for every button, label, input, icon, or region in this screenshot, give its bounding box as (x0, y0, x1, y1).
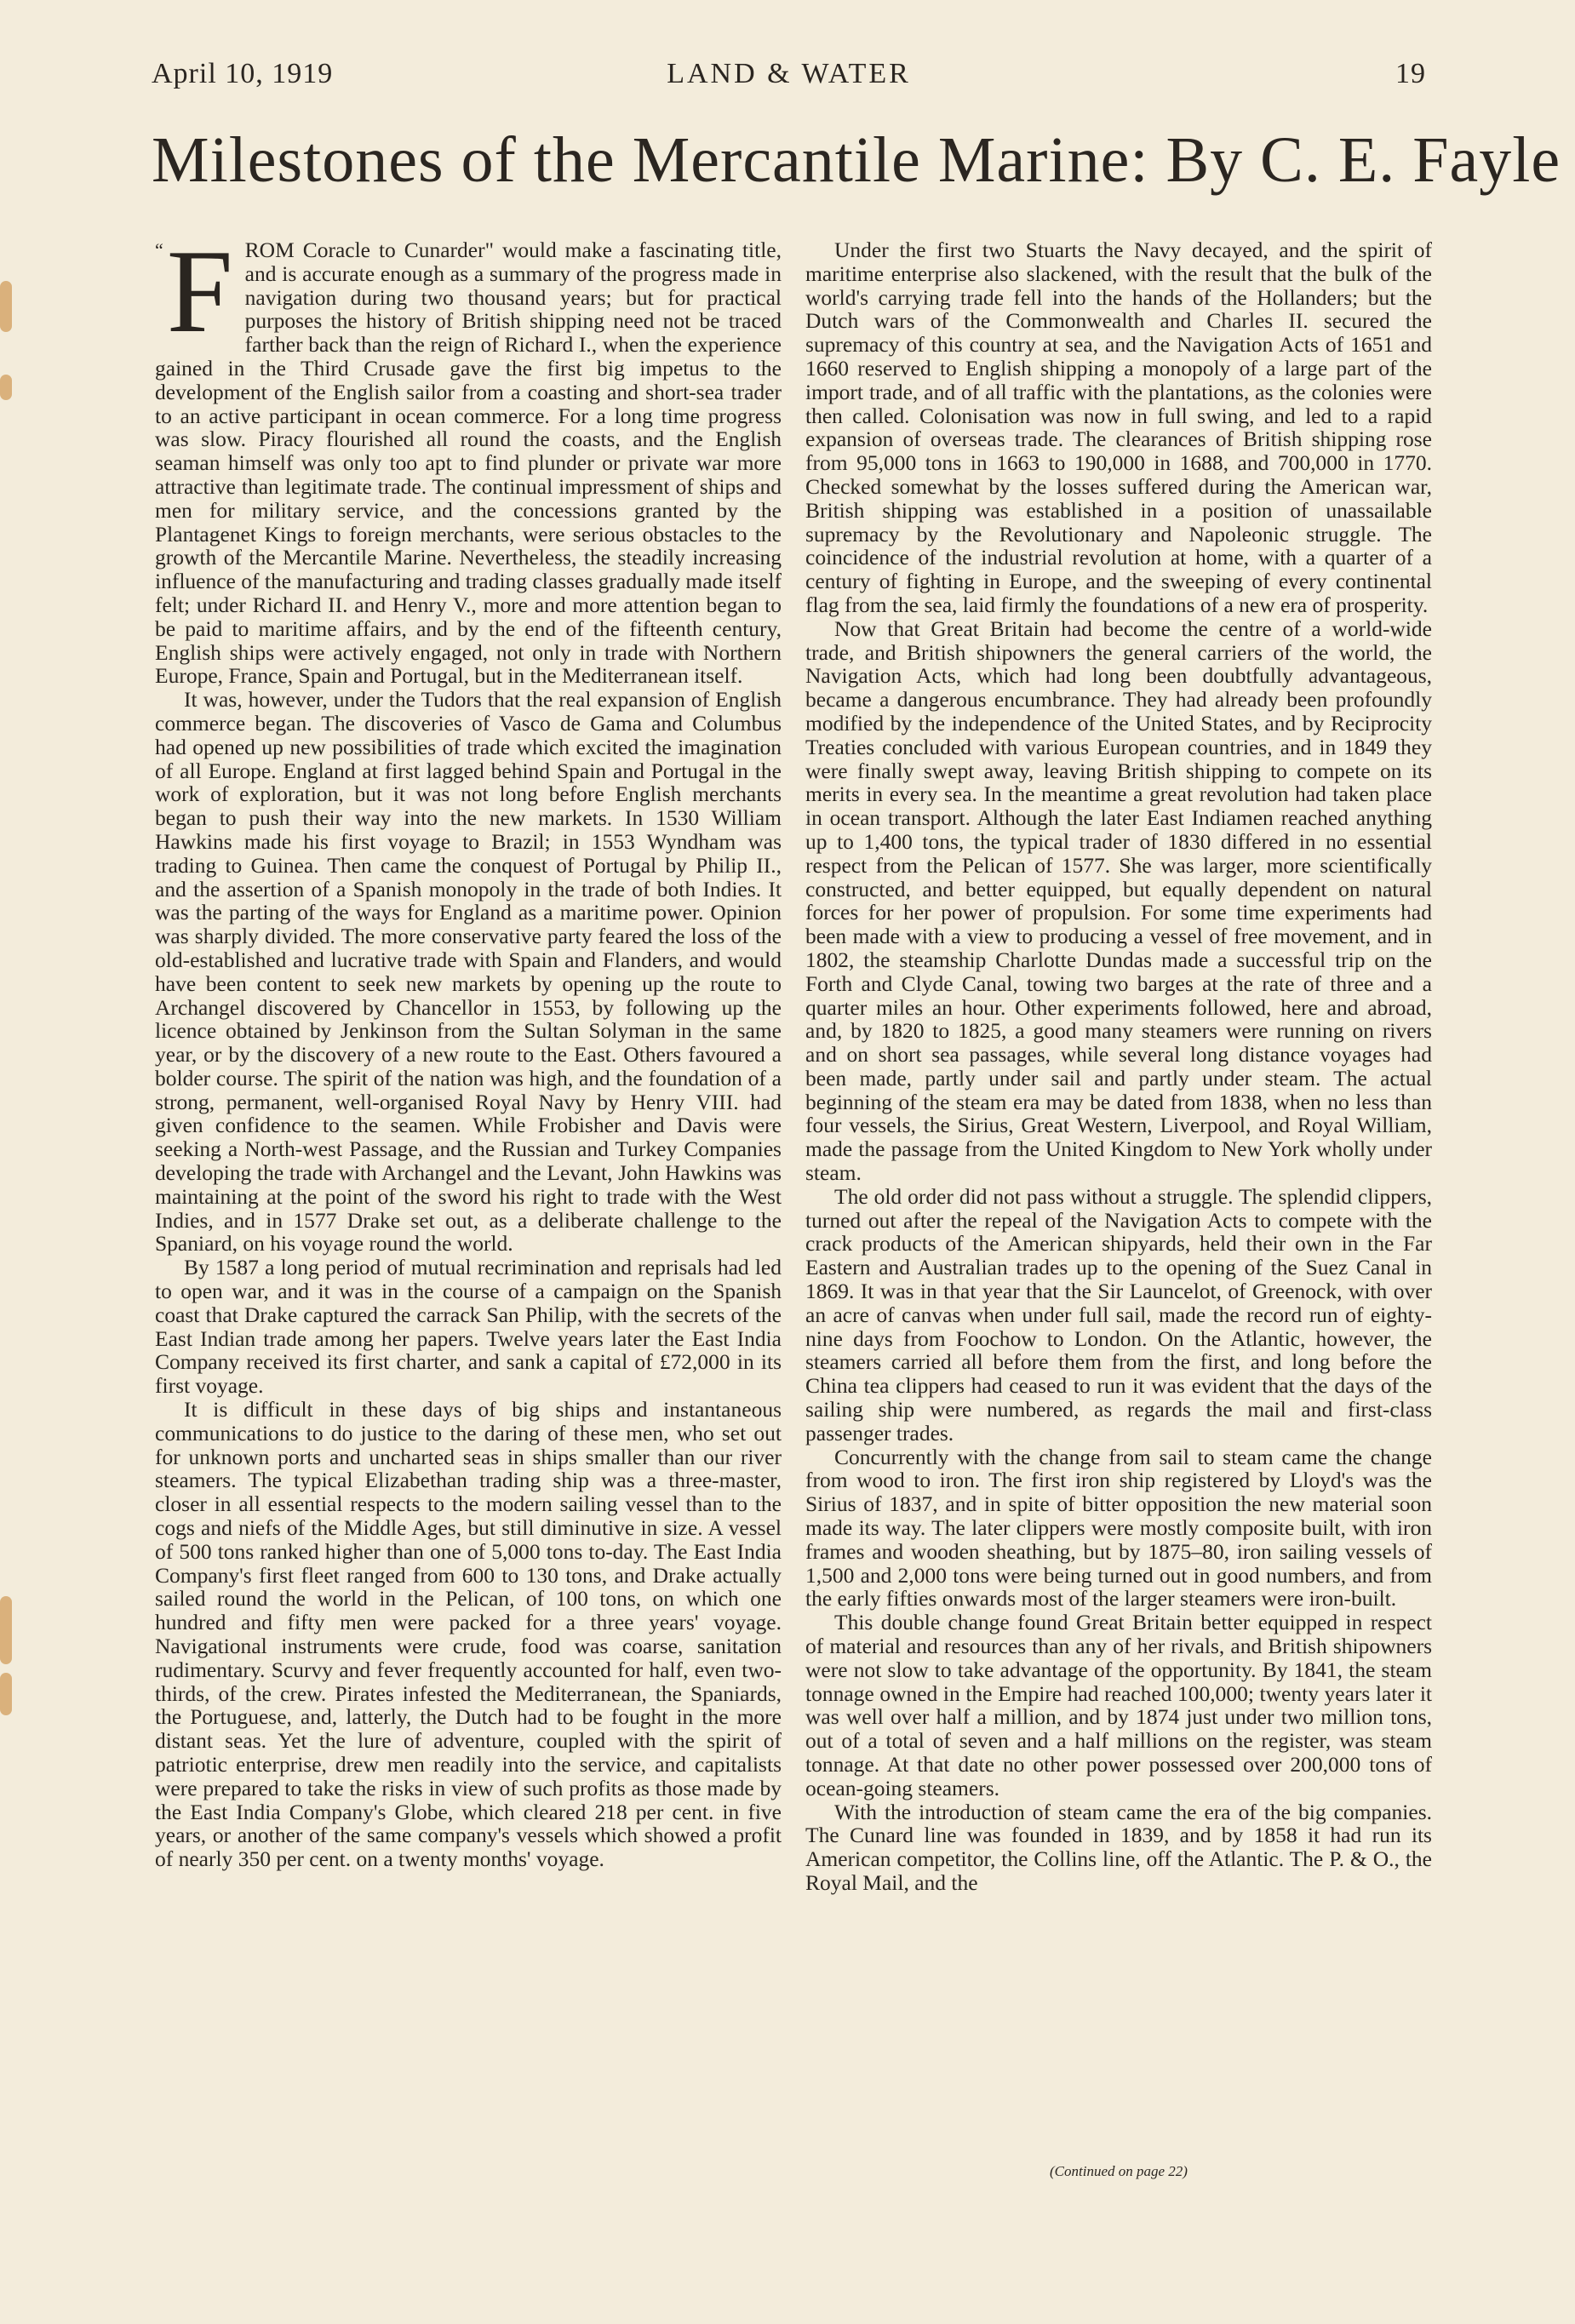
left-column (155, 238, 782, 2179)
paragraph: Under the first two Stuarts the Navy decayed, and the spirit of maritime enterprise also slackened, with the result that the bulk of the world's carrying trade fell into the hands of the Hollanders; but the Dutch wars of the Commonwealth and Charles II. secured the supremacy of this country at sea, and the Navigation Acts of 1651 and 1660 reserved to English shipping a monopoly of a large part of the import trade, and of all traffic with the plantations, as the colonies were then called. Colonisation was now in full swing, and led to a rapid expansion of overseas trade. The clearances of British shipping rose from 95,000 tons in 1663 to 190,000 in 1688, and 700,000 in 1770. Checked somewhat by the losses suffered during the American war, British shipping was established in a position of unassailable supremacy by the Revolutionary and Napoleonic struggle. The coincidence of the industrial revolution at home, with a quarter of a century of fighting in Europe, and the sweeping of every continental flag from the sea, laid firmly the foundations of a new era of prosperity. (805, 238, 1432, 617)
article-byline: By C. E. Fayle (1166, 124, 1561, 196)
paper-stain (0, 1673, 12, 1715)
running-head (152, 58, 1426, 100)
issue-date: April 10, 1919 (152, 58, 334, 89)
paragraph: This double change found Great Britain better equipped in respect of material and resources than any of her rivals, and British shipowners were not slow to take advantage of the opportunity. By 1841, the steam tonnage owned in the Empire had reached 100,000; twenty years later it was well over half a million, and by 1874 just under two million tons, out of a total of seven and a half millions on the register, was steam tonnage. At that date no other power possessed over 200,000 tons of ocean-going steamers. (805, 1610, 1432, 1800)
paper-stain (0, 281, 12, 332)
paragraph: The old order did not pass without a struggle. The splendid clippers, turned out after the repeal of the Navigation Acts to compete with the crack products of the American shipyards, held their own in the Far Eastern and Australian trades up to the opening of the Suez Canal in 1869. It was in that year that the Sir Launcelot, of Greenock, with over an acre of canvas when under full sail, made the record run of eighty-nine days from Foochow to London. On the Atlantic, however, the steamers carried all before them from the first, and long before the China tea clippers had ceased to run it was evident that the days of the sailing ship were numbered, as regards the mail and first-class passenger trades. (805, 1183, 1432, 1445)
page-number: 19 (1395, 58, 1426, 89)
publication-name: LAND & WATER (667, 58, 911, 89)
paragraph: Now that Great Britain had become the centre of a world-wide trade, and British shipowners the general carriers of the world, the Navigation Acts, which had long been doubtfully advantageous, became a dangerous encumbrance. They had already been profoundly modified by the independence of the United States, and by Reciprocity Treaties concluded with various European countries, and in 1849 they were finally swept away, leaving British shipping to compete on its merits in every sea. In the meantime a great revolution had taken place in ocean transport. Although the later East Indiamen reached anything up to 1,400 tons, the typical trader of 1830 differed in no essential respect from the Pelican of 1577. She was larger, more scientifically constructed, and better equipped, but equally dependent on natural forces for her power of propulsion. For some time experiments had been made with a view to producing a vessel of free movement, and in 1802, the steamship Charlotte Dundas made a successful trip on the Forth and Clyde Canal, towing two barges at the rate of three and a quarter miles an hour. Other experiments followed, here and abroad, and, by 1820 to 1825, a good many steamers were running on rivers and on short sea passages, while several long distance voyages had been made, partly under sail and partly under steam. The actual beginning of the steam era may be dated from 1838, when no less than four vessels, the Sirius, Great Western, Liverpool, and Royal William, made the passage from the United Kingdom to New York wholly under steam. (805, 615, 1432, 1186)
paragraph-text: ROM Coracle to Cunarder" would make a fascinating title, and is accurate enough as a summary of the progress made in navigation during two thousand years; but for practical purposes the history of British shipping need not be traced farther back than the reign of Richard I., when the experience gained in the Third Crusade gave the first big impetus to the development of the English sailor from a coasting and short-sea trader to an active participant in ocean commerce. For a long time progress was slow. Piracy flourished all round the coasts, and the English seaman himself was only too apt to find plunder or private war more attractive than legitimate trade. The continual impressment of ships and men for military service, and the concessions granted by the Plantagenet Kings to foreign merchants, were serious obstacles to the growth of the Mercantile Marine. Nevertheless, the steadily increasing influence of the manufacturing and trading classes gradually made itself felt; under Richard II. and Henry V., more and more attention began to be paid to maritime affairs, and by the end of the fifteenth century, English ships were actively engaged, not only in trade with Northern Europe, France, Spain and Portugal, but in the Mediterranean itself. (155, 238, 782, 689)
continued-note: (Continued on page 22) (1050, 2163, 1188, 2179)
paragraph: It is difficult in these days of big ships and instantaneous communications to do justice to the daring of these men, who set out for unknown ports and uncharted seas in ships smaller than our river steamers. The typical Elizabethan trading ship was a three-master, closer in all essential respects to the modern sailing vessel than to the cogs and niefs of the Middle Ages, but still diminutive in size. A vessel of 500 tons ranked higher than one of 5,000 tons to-day. The East India Company's first fleet ranged from 600 to 130 tons, and Drake actually sailed round the world in the Pelican, of 100 tons, on which one hundred and fifty men were packed for a three years' voyage. Navigational instruments were crude, food was coarse, sanitation rudimentary. Scurvy and fever frequently accounted for half, even two-thirds, of the crew. Pirates infested the Mediterranean, the Spaniards, the Portuguese, and, latterly, the Dutch had to be fought in the more distant seas. Yet the lure of adventure, coupled with the spirit of patriotic enterprise, drew men readily into the service, and capitalists were prepared to take the risks in view of such profits as those made by the East India Company's Globe, which cleared 218 per cent. in five years, or another of the same company's vessels which showed a profit of nearly 350 per cent. on a twenty months' voyage. (155, 1397, 782, 1872)
article-title: Milestones of the Mercantile Marine (152, 124, 1131, 196)
paragraph: By 1587 a long period of mutual recrimination and reprisals had led to open war, and it was in the course of a campaign on the Spanish coast that Drake captured the carrack San Philip, with the secrets of the East Indian trade among her papers. Twelve years later the East India Company received its first charter, and sank a capital of £72,000 in its first voyage. (155, 1255, 782, 1399)
right-column (805, 238, 1432, 2179)
paragraph: Concurrently with the change from sail to steam came the change from wood to iron. The first iron ship registered by Lloyd's was the Sirius of 1837, and in spite of bitter opposition the new material soon made its way. The later clippers were mostly composite built, with iron frames and wooden sheathing, but by 1875–80, iron sailing vessels of 1,500 and 2,000 tons were being turned out in good numbers, and from the early fifties onwards most of the larger steamers were iron-built. (805, 1444, 1432, 1611)
drop-cap: F (166, 238, 233, 358)
paper-stain (0, 375, 12, 400)
paragraph: “ F ROM Coracle to Cunarder" would make a fascinating title, and is accurate enough as a summary of the progress made in navigation during two thousand years; but for practical purposes the history of British shipping need not be traced farther back than the reign of Richard I., when the experience gained in the Third Crusade gave the first big impetus to the development of the English sailor from a coasting and short-sea trader to an active participant in ocean commerce. For a long time progress was slow. Piracy flourished all round the coasts, and the English seaman himself was only too apt to find plunder or private war more attractive than legitimate trade. The continual impressment of ships and men for military service, and the concessions granted by the Plantagenet Kings to foreign merchants, were serious obstacles to the growth of the Mercantile Marine. Nevertheless, the steadily increasing influence of the manufacturing and trading classes gradually made itself felt; under Richard II. and Henry V., more and more attention began to be paid to maritime affairs, and by the end of the fifteenth century, English ships were actively engaged, not only in trade with Northern Europe, France, Spain and Portugal, but in the Mediterranean itself. (155, 238, 782, 689)
paragraph: It was, however, under the Tudors that the real expansion of English commerce began. The discoveries of Vasco de Gama and Columbus had opened up new possibilities of trade which excited the imagination of all Europe. England at first lagged behind Spain and Portugal in the work of exploration, but it was not long before English merchants began to push their way into the new markets. In 1530 William Hawkins made his first voyage to Brazil; in 1553 Wyndham was trading to Guinea. Then came the conquest of Portugal by Philip II., and the assertion of a Spanish monopoly in the trade of both Indies. It was the parting of the ways for England as a maritime power. Opinion was sharply divided. The more conservative party feared the loss of the old-established and lucrative trade with Spain and Flanders, and would have been content to seek new markets by opening up the route to Archangel discovered by Chancellor in 1553, by following up the licence obtained by Jenkinson from the Sultan Solyman in the same year, or by the discovery of a new route to the East. Others favoured a bolder course. The spirit of the nation was high, and the foundation of a strong, permanent, well-organised Royal Navy by Henry VIII. had given confidence to the seamen. While Frobisher and Davis were seeking a North-west Passage, and the Russian and Turkey Companies developing the trade with Archangel and the Levant, John Hawkins was maintaining at the point of the sword his right to trade with the West Indies, and in 1577 Drake set out, as a deliberate challenge to the Spaniard, on his voyage round the world. (155, 687, 782, 1256)
article-headline: Milestones of the Mercantile Marine: By C. E. Fayle (152, 124, 1561, 196)
paragraph: With the introduction of steam came the era of the big companies. The Cunard line was founded in 1839, and by 1858 it had run its American competitor, the Collins line, off the Atlantic. The P. & O., the Royal Mail, and the (805, 1799, 1432, 1895)
paper-stain (0, 1596, 12, 1664)
